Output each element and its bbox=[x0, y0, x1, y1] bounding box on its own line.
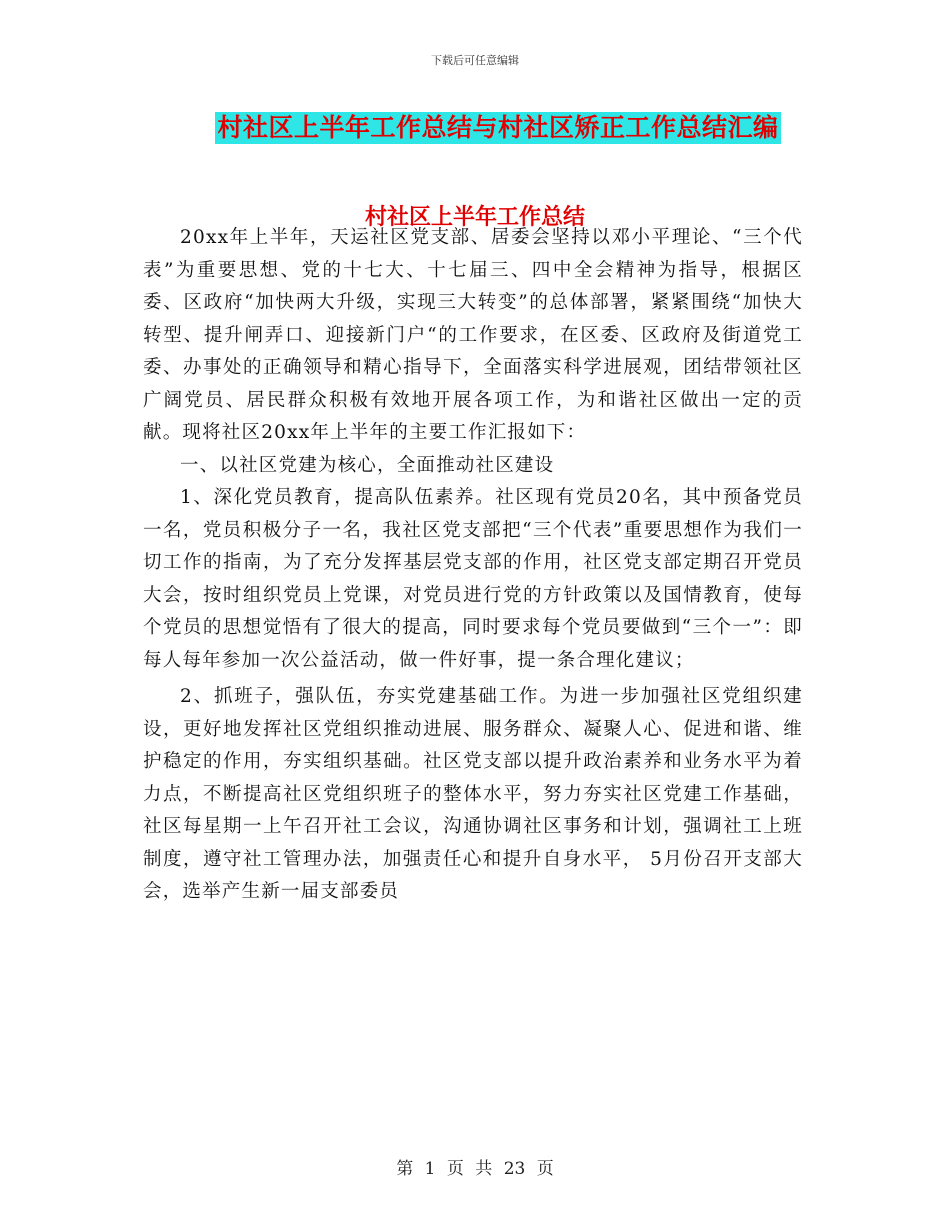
document-title-container bbox=[0, 112, 950, 144]
section-title: 村社区上半年工作总结 bbox=[364, 204, 585, 230]
paragraph-item-1: 1、深化党员教育，提高队伍素养。社区现有党员20名，其中预备党员一名，党员积极分子一名，我社区党支部把“三个代表”重要思想作为我们一切工作的指南，为了充分发挥基层党支部的作用，社区党支部定期召开党员大会，按时组织党员上党课，对党员进行党的方针政策以及国情教育，使每个党员的思想觉悟有了很大的提高，同时要求每个党员要做到“三个一”：即每人每年参加一次公益活动，做一件好事，提一条合理化建议； bbox=[143, 487, 803, 671]
header-note: 下载后可任意编辑 bbox=[431, 54, 519, 67]
paragraph-intro: 20xx年上半年，天运社区党支部、居委会坚持以邓小平理论、“三个代表”为重要思想、党的十七大、十七届三、四中全会精神为指导，根据区委、区政府“加快两大升级，实现三大转变”的总体部署，紧紧围绕“加快大转型、提升闸弄口、迎接新门户“的工作要求，在区委、区政府及街道党工委、办事处的正确领导和精心指导下，全面落实科学进展观，团结带领社区广阔党员、居民群众积极有效地开展各项工作，为和谐社区做出一定的贡献。现将社区20xx年上半年的主要工作汇报如下： bbox=[143, 227, 803, 443]
page-footer: 第 1 页 共 23 页 bbox=[396, 1159, 554, 1179]
paragraph-heading-1: 一、以社区党建为核心，全面推动社区建设 bbox=[180, 454, 555, 476]
document-title: 村社区上半年工作总结与村社区矫正工作总结汇编 bbox=[217, 113, 779, 142]
paragraph-item-2: 2、抓班子，强队伍，夯实党建基础工作。为进一步加强社区党组织建设，更好地发挥社区党组织推动进展、服务群众、凝聚人心、促进和谐、维护稳定的作用，夯实组织基础。社区党支部以提升政治素养和业务水平为着力点，不断提高社区党组织班子的整体水平，努力夯实社区党建工作基础，社区每星期一上午召开社工会议，沟通协调社区事务和计划，强调社工上班制度，遵守社工管理办法，加强责任心和提升自身水平， 5月份召开支部大会，选举产生新一届支部委员 bbox=[143, 686, 803, 902]
document-body bbox=[143, 222, 803, 909]
